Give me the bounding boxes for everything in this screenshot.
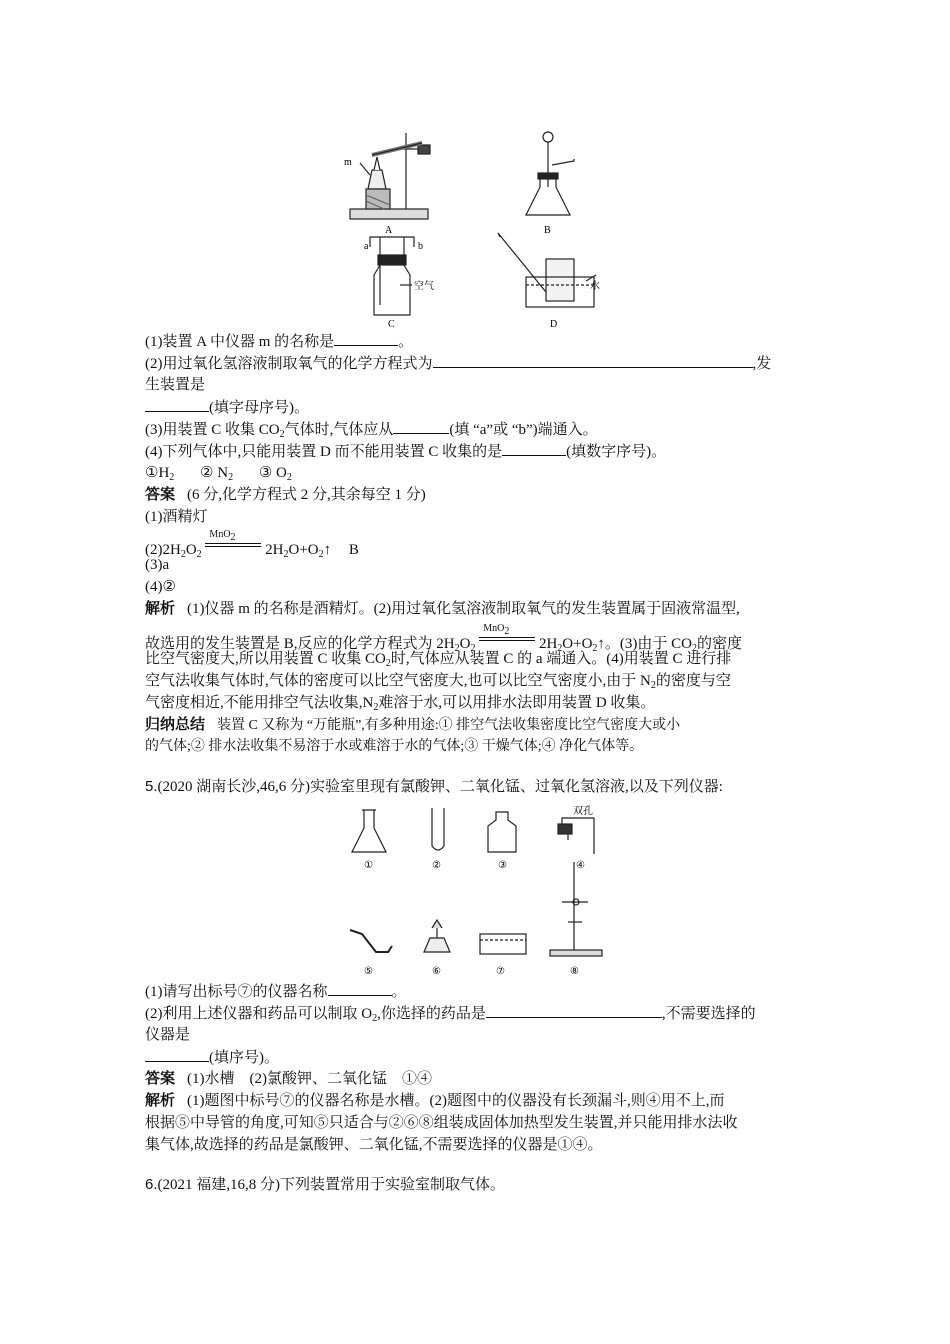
q5-analysis-3: 集气体,故选择的药品是氯酸钾、二氧化锰,不需要选择的仪器是①④。 <box>145 1137 603 1153</box>
conical-flask-drawing <box>352 810 386 852</box>
answer-blank[interactable] <box>502 440 566 456</box>
q4-answer-4: (4)② <box>145 579 176 595</box>
apparatus-c-drawing <box>370 237 414 315</box>
alcohol-lamp-drawing <box>424 920 450 952</box>
q4-part4: (4)下列气体中,只能用装置 D 而不能用装置 C 收集的是 (填数字序号)。 <box>145 440 666 463</box>
q5-analysis-2: 根据⑤中导管的角度,可知⑤只适合与②⑥⑧组装成固体加热型发生装置,并只能用排水法收 <box>145 1115 738 1131</box>
instrument-label-4: ④ <box>576 860 585 871</box>
water-trough-drawing <box>480 934 526 954</box>
q5-part2-blank: (填序号)。 <box>145 1046 279 1069</box>
apparatus-b-drawing <box>526 132 574 215</box>
answer-blank[interactable] <box>328 980 392 996</box>
q5-header: 5.(2020 湖南长沙,46,6 分)实验室里现有氯酸钾、二氧化锰、过氧化氢溶液,以及下列仪器: <box>145 778 723 795</box>
q5-part1: (1)请写出标号⑦的仪器名称 。 <box>145 980 407 1003</box>
q5-part2-cont: 仪器是 <box>145 1027 191 1043</box>
two-hole-stopper-drawing <box>558 818 594 854</box>
q5-answer: 答案 (1)水槽 (2)氯酸钾、二氧化锰 ①④ <box>145 1070 432 1087</box>
label-apparatus-d: D <box>550 319 558 330</box>
label-m: m <box>344 157 352 168</box>
label-port-a: a <box>364 241 369 252</box>
instruments-figure <box>340 802 620 982</box>
q4-answer-3: (3)a <box>145 557 170 573</box>
apparatus-a-drawing <box>350 133 430 219</box>
test-tube-drawing <box>432 808 444 850</box>
label-double-hole: 双孔 <box>573 806 593 817</box>
instrument-label-7: ⑦ <box>496 966 505 977</box>
answer-blank[interactable] <box>145 396 209 412</box>
q4-answer-1: (1)酒精灯 <box>145 509 208 525</box>
label-air: 空气 <box>414 281 434 292</box>
q4-summary-2: 的气体;② 排水法收集不易溶于水或难溶于水的气体;③ 干燥气体;④ 净化气体等。 <box>145 739 644 754</box>
answer-blank[interactable] <box>433 352 753 368</box>
q4-answer-2: $(2)2H_2O_2$ MnO2 $2H_2O+O_2↑$ B <box>145 529 359 560</box>
q4-options: $①H_2$ ② $N_2$ ③ $O_2$ <box>145 465 292 483</box>
q5-part2: (2)利用上述仪器和药品可以制取 $O_2$,你选择的药品是 ,不需要选择的 <box>145 1002 756 1030</box>
answer-blank[interactable] <box>145 1046 209 1062</box>
q4-part2-blank: (填字母序号)。 <box>145 396 309 419</box>
reaction-condition: MnO2 <box>479 626 535 648</box>
q4-part1: (1)装置 A 中仪器 m 的名称是 。 <box>145 330 413 353</box>
q4-part3: (3)用装置 C 收集 $CO_2$气体时,气体应从 (填 “a”或 “b”)端通入。 <box>145 418 598 446</box>
label-apparatus-b: B <box>544 225 551 236</box>
instrument-label-1: ① <box>364 860 373 871</box>
label-apparatus-a: A <box>385 225 393 236</box>
answer-blank[interactable] <box>486 1002 662 1018</box>
instrument-label-8: ⑧ <box>570 966 579 977</box>
q4-analysis-4: 空气法收集气体时,气体的密度可以比空气密度大,也可以比空气密度小,由于 $N_2$的密度与空 <box>145 673 731 691</box>
reagent-bottle-drawing <box>488 812 516 852</box>
q4-analysis-2: 故选用的发生装置是 B,反应的化学方程式为 $2H_2O_2$ MnO2 $2H_2O+O_2↑$。(3)由于 $CO_2$的密度 <box>145 623 742 654</box>
instrument-label-6: ⑥ <box>432 966 441 977</box>
apparatus-figure-abcd <box>330 125 620 335</box>
instrument-label-3: ③ <box>498 860 507 871</box>
q4-summary-1: 归纳总结 装置 C 又称为 “万能瓶”,有多种用途:① 排空气法收集密度比空气密度大或小 <box>145 716 681 733</box>
q5-analysis-1: 解析 (1)题图中标号⑦的仪器名称是水槽。(2)题图中的仪器没有长颈漏斗,则④用不上,而 <box>145 1092 725 1109</box>
iron-stand-drawing <box>550 862 602 956</box>
q4-analysis-1: 解析 (1)仪器 m 的名称是酒精灯。(2)用过氧化氢溶液制取氧气的发生装置属于固液常温型, <box>145 600 740 617</box>
q4-analysis-3: 比空气密度大,所以用装置 C 收集 $CO_2$时,气体应从装置 C 的 a 端通入。(4)用装置 C 进行排 <box>145 651 732 669</box>
label-port-b: b <box>418 241 423 252</box>
q4-answer-header: 答案 (6 分,化学方程式 2 分,其余每空 1 分) <box>145 486 426 503</box>
instrument-label-2: ② <box>432 860 441 871</box>
answer-blank[interactable] <box>334 330 398 346</box>
q4-part2-cont: 生装置是 <box>145 377 206 393</box>
reaction-condition: MnO2 <box>205 532 261 554</box>
apparatus-d-drawing <box>498 233 596 307</box>
label-apparatus-c: C <box>388 319 395 330</box>
instrument-label-5: ⑤ <box>364 966 373 977</box>
q4-part2: (2)用过氧化氢溶液制取氧气的化学方程式为 ,发 <box>145 352 771 375</box>
label-water: 水 <box>590 281 600 292</box>
q4-analysis-5: 气密度相近,不能用排空气法收集$,N_2$难溶于水,可以用排水法即用装置 D 收集。 <box>145 695 656 713</box>
q6-header: 6.(2021 福建,16,8 分)下列装置常用于实验室制取气体。 <box>145 1176 506 1193</box>
answer-blank[interactable] <box>393 418 449 434</box>
delivery-tube-drawing <box>350 930 392 952</box>
